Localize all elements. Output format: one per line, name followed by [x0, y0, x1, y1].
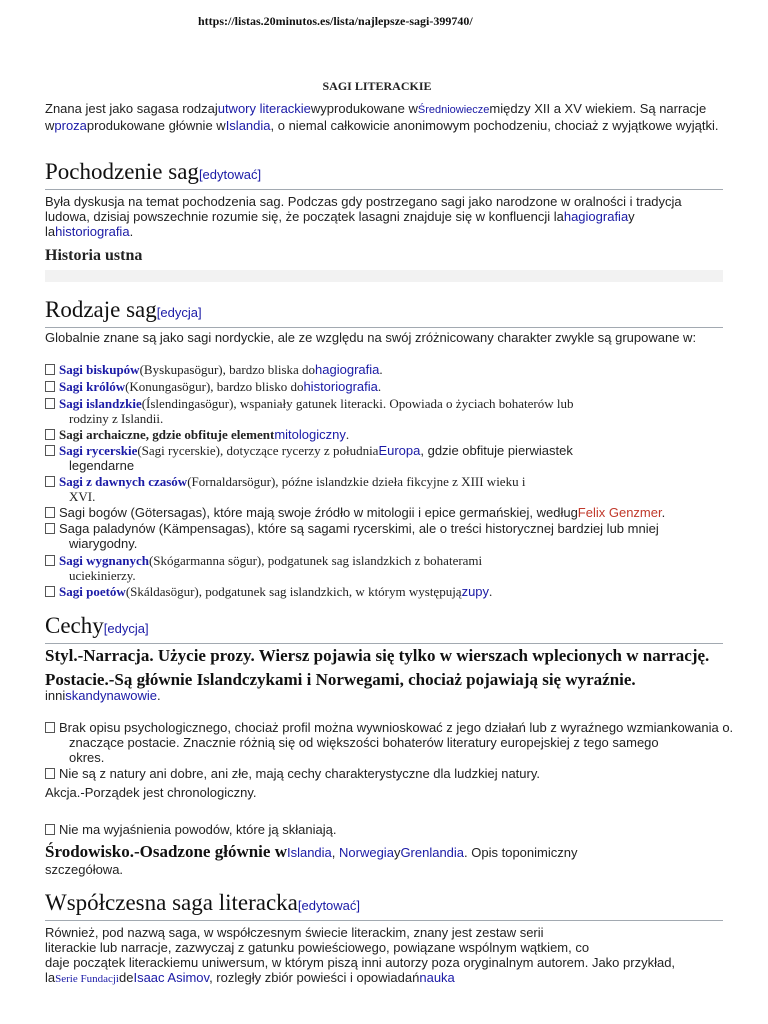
list-item: Saga paladynów (Kämpensagas), które są sagami rycerskimi, ale o treści historycznej bardziej lub mniej wiarygodny. [45, 521, 735, 551]
list-item: Sagi biskupów(Byskupasögur), bardzo bliska dohagiografia. [45, 362, 735, 377]
link-mitologiczny[interactable]: mitologiczny [274, 427, 346, 442]
link-zupy[interactable]: zupy [461, 584, 490, 599]
list-item: Sagi islandzkie(Íslendingasögur), wspaniały gatunek literacki. Opowiada o życiach bohaterów lub rodziny z Islandii. [45, 396, 735, 426]
akcja-line: Akcja.-Porządek jest chronologiczny. [45, 785, 257, 800]
checkbox-icon [45, 364, 55, 375]
subheading-historia-ustna: Historia ustna [45, 247, 143, 264]
link-islandia[interactable]: Islandia [286, 845, 332, 860]
link-utwory-literackie[interactable]: utwory literackie [217, 101, 311, 116]
list-item: Nie są z natury ani dobre, ani złe, mają cechy charakterystyczne dla ludzkiej natury. [45, 766, 735, 781]
edit-link[interactable]: [edycja] [103, 621, 149, 636]
list-item: Nie ma wyjaśnienia powodów, które ją skłaniają. [45, 822, 735, 837]
list-item: Sagi archaiczne, gdzie obfituje elementmitologiczny. [45, 427, 735, 442]
divider [45, 270, 723, 282]
checkbox-icon [45, 429, 55, 440]
link-norwegia[interactable]: Norwegia [339, 845, 394, 860]
link-felix-genzmer[interactable]: Felix Genzmer [577, 505, 662, 520]
srodowisko-line: Środowisko.-Osadzone głównie wIslandia, NorwegiayGrenlandia. Opis toponimiczny [45, 842, 578, 861]
link-proza[interactable]: proza [54, 118, 87, 133]
checkbox-icon [45, 768, 55, 779]
styl-line: Styl.-Narracja. Użycie prozy. Wiersz pojawia się tylko w wierszach wplecionych w narrację. [45, 646, 710, 665]
link-hagiografia[interactable]: hagiografia [315, 362, 380, 377]
list-item: Sagi bogów (Götersagas), które mają swoje źródło w mitologii i epice germańskiej, wedługFelix Genzmer. [45, 505, 735, 520]
heading-cechy: Cechy[edycja] [45, 613, 723, 644]
link-europa[interactable]: Europa [378, 443, 421, 458]
modern-saga-paragraph: Również, pod nazwą saga, w współczesnym świecie literackim, znany jest zestaw serii literackie lub narracje, zazwyczaj z gatunku powieściowego, powiązane wspólnym wątkiem, co daje początek literackiemu uniwersum, w którym piszą inni autorzy poza oryginalnym autorem. Jako przykład, laSerie FundacjideIsaac Asimov, rozległy zbiór powieści i opowiadańnauka [45, 925, 676, 985]
list-item: Sagi wygnanych(Skógarmanna sögur), podgatunek sag islandzkich z bohaterami uciekinierzy. [45, 553, 735, 583]
checkbox-icon [45, 398, 55, 409]
intro-paragraph: Znana jest jako sagasa rodzajutwory literackiewyprodukowane wŚredniowieczemiędzy XII a XV wiekiem. Są narracje wprozaprodukowane głównie wIslandia, o niemal całkowicie anonimowym pochodzeniu, chociaż z wyjątkowe wyjątki. [45, 101, 719, 133]
list-item: Sagi z dawnych czasów(Fornaldarsögur), późne islandzkie dzieła fikcyjne z XIII wieku i XVI. [45, 474, 735, 504]
link-nauka[interactable]: nauka [419, 970, 455, 985]
checkbox-icon [45, 586, 55, 597]
link-islandia[interactable]: Islandia [225, 118, 271, 133]
list-item: Sagi rycerskie(Sagi rycerskie), dotyczące rycerzy z południaEuropa, gdzie obfituje pierwiastek legendarne [45, 443, 735, 473]
checkbox-icon [45, 555, 55, 566]
list-item: Brak opisu psychologicznego, chociaż profil można wywnioskować z jego działań lub z wyraźnego wzmiankowania o. znaczące postacie. Znacznie różnią się od większości bohaterów literatury europejskiej z tego samego okres. [45, 720, 735, 765]
link-hagiografia[interactable]: hagiografia [563, 209, 629, 224]
heading-rodzaje: Rodzaje sag[edycja] [45, 297, 723, 328]
source-url: https://listas.20minutos.es/lista/najlepsze-sagi-399740/ [198, 14, 473, 28]
list-item: Sagi poetów(Skáldasögur), podgatunek sag islandzkich, w którym występujązupy. [45, 584, 735, 599]
checkbox-icon [45, 722, 55, 733]
edit-link[interactable]: [edycja] [156, 305, 202, 320]
checkbox-icon [45, 445, 55, 456]
checkbox-icon [45, 824, 55, 835]
checkbox-icon [45, 507, 55, 518]
srodowisko-line-2: szczegółowa. [45, 862, 124, 877]
link-skandynawowie[interactable]: skandynawowie [65, 688, 158, 703]
link-sredniowiecze[interactable]: Średniowiecze [417, 104, 490, 116]
link-isaac-asimov[interactable]: Isaac Asimov [133, 970, 210, 985]
origin-paragraph: Była dyskusja na temat pochodzenia sag. Podczas gdy postrzegano sagi jako narodzone w oralności i tradycja ludowa, dzisiaj powszechnie rozumie się, że początek lasagni znajduje się w konfluencji lahagiografiay lahistoriografia. [45, 194, 682, 239]
edit-link[interactable]: [edytować] [198, 167, 262, 182]
list-item: Sagi królów(Konungasögur), bardzo blisko dohistoriografia. [45, 379, 735, 394]
link-historiografia[interactable]: historiografia [303, 379, 378, 394]
checkbox-icon [45, 476, 55, 487]
inni-line: inniskandynawowie. [45, 688, 161, 703]
link-historiografia[interactable]: historiografia [55, 224, 130, 239]
edit-link[interactable]: [edytować] [297, 898, 361, 913]
link-grenlandia[interactable]: Grenlandia [400, 845, 465, 860]
heading-wspolczesna: Współczesna saga literacka[edytować] [45, 890, 723, 921]
postacie-line: Postacie.-Są głównie Islandczykami i Norwegami, chociaż pojawiają się wyraźnie. [45, 670, 636, 689]
link-serie-fundacji[interactable]: Serie Fundacji [55, 973, 119, 985]
checkbox-icon [45, 381, 55, 392]
checkbox-icon [45, 523, 55, 534]
heading-pochodzenie: Pochodzenie sag[edytować] [45, 159, 723, 190]
types-intro: Globalnie znane są jako sagi nordyckie, ale ze względu na swój zróżnicowany charakter zwykle są grupowane w: [45, 330, 697, 345]
page-title: SAGI LITERACKIE [322, 79, 432, 93]
